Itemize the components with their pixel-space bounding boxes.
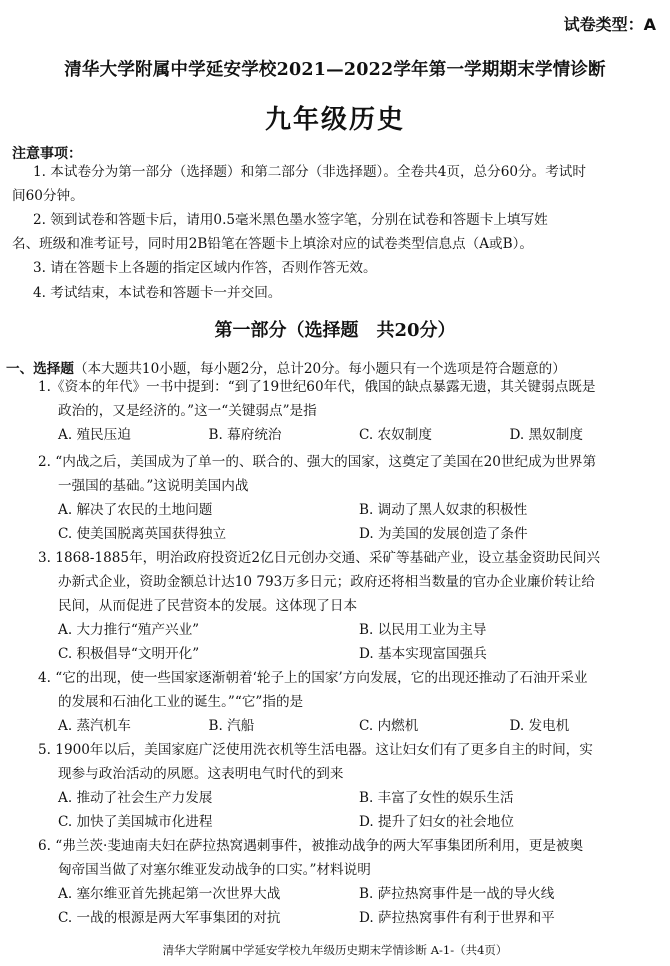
question-stem-line: 政治的，又是经济的。”这一“关键弱点”是指 xyxy=(58,403,317,419)
section-note: （本大题共10小题，每小题2分，总计20分。每小题只有一个选项是符合题意的） xyxy=(73,361,566,377)
option-row xyxy=(38,714,660,738)
notice-line: 3. 请在答题卡上各题的指定区域内作答，否则作答无效。 xyxy=(33,260,377,276)
option-row xyxy=(38,642,660,666)
question-stem-line: 匈帝国当做了对塞尔维亚发动战争的口实。”材料说明 xyxy=(58,862,371,878)
option-row xyxy=(38,906,660,930)
option-row xyxy=(38,522,660,546)
option-b: B. 调动了黑人奴隶的积极性 xyxy=(359,502,528,518)
question-6 xyxy=(38,834,660,930)
notice-line: 间60分钟。 xyxy=(12,188,84,204)
option-row xyxy=(38,882,660,906)
question-stem-line: 3. 1868-1885年，明治政府投资近2亿日元创办交通、采矿等基础产业，设立基金资助民间兴 xyxy=(38,550,600,566)
option-b: B. 以民用工业为主导 xyxy=(359,622,487,638)
notice-item-2 xyxy=(12,208,658,256)
subject-title: 九年级历史 xyxy=(264,105,405,135)
notice-line: 1. 本试卷分为第一部分（选择题）和第二部分（非选择题）。全卷共4页，总分60分。考试时 xyxy=(33,164,586,180)
question-stem-line: 6. “弗兰茨·斐迪南夫妇在萨拉热窝遇刺事件，被推动战争的两大军事集团所利用，更是被奥 xyxy=(38,838,584,854)
notice-line: 名、班级和准考证号，同时用2B铅笔在答题卡上填涂对应的试卷类型信息点（A或B）。 xyxy=(12,236,534,252)
question-stem-line: 现参与政治活动的夙愿。这表明电气时代的到来 xyxy=(58,766,344,782)
option-a: A. 解决了农民的土地问题 xyxy=(58,502,213,518)
option-b: B. 萨拉热窝事件是一战的导火线 xyxy=(359,886,555,902)
question-3 xyxy=(38,546,660,666)
section-name: 一、选择题 xyxy=(6,361,74,377)
option-b: B. 汽船 xyxy=(208,718,255,734)
part-one-title: 第一部分（选择题 共20分） xyxy=(214,320,456,341)
option-a: A. 蒸汽机车 xyxy=(58,718,131,734)
option-a: A. 大力推行“殖产兴业” xyxy=(58,622,200,638)
question-stem-line: 民间，从而促进了民营资本的发展。这体现了日本 xyxy=(58,598,358,614)
option-c: C. 农奴制度 xyxy=(359,427,432,443)
page-footer: 清华大学附属中学延安学校九年级历史期末学情诊断 A-1-（共4页） xyxy=(162,943,508,957)
section-label xyxy=(6,357,566,377)
question-stem-line: 一强国的基础。”这说明美国内战 xyxy=(58,478,249,494)
option-row xyxy=(38,786,660,810)
option-c: C. 一战的根源是两大军事集团的对抗 xyxy=(58,910,281,926)
option-c: C. 加快了美国城市化进程 xyxy=(58,814,213,830)
question-5 xyxy=(38,738,660,834)
option-d: D. 黑奴制度 xyxy=(509,427,583,443)
option-b: B. 丰富了女性的娱乐生活 xyxy=(359,790,514,806)
option-a: A. 推动了社会生产力发展 xyxy=(58,790,213,806)
question-2 xyxy=(38,450,660,546)
option-d: D. 发电机 xyxy=(509,718,570,734)
option-d: D. 基本实现富国强兵 xyxy=(359,646,487,662)
option-d: D. 萨拉热窝事件有利于世界和平 xyxy=(359,910,555,926)
school-exam-title: 清华大学附属中学延安学校2021—2022学年第一学期期末学情诊断 xyxy=(64,60,606,80)
question-stem-line: 2. “内战之后，美国成为了单一的、联合的、强大的国家，这奠定了美国在20世纪成为世界第 xyxy=(38,454,597,470)
option-c: C. 内燃机 xyxy=(359,718,419,734)
question-stem-line: 5. 1900年以后，美国家庭广泛使用洗衣机等生活电器。这让妇女们有了更多自主的时间，实 xyxy=(38,742,593,758)
option-b: B. 幕府统治 xyxy=(208,427,282,443)
option-c: C. 使美国脱离英国获得独立 xyxy=(58,526,227,542)
question-stem-line: 的发展和石油化工业的诞生。”“它”指的是 xyxy=(58,694,304,710)
notice-heading: 注意事项： xyxy=(12,146,82,162)
question-stem-line: 4. “它的出现，使一些国家逐渐朝着‘轮子上的国家’方向发展，它的出现还推动了石油开采业 xyxy=(38,670,588,686)
question-1 xyxy=(38,375,660,447)
paper-type-label: 试卷类型：A xyxy=(563,15,656,34)
notice-item-4 xyxy=(12,281,658,305)
notice-line: 2. 领到试卷和答题卡后，请用0.5毫米黑色墨水签字笔，分别在试卷和答题卡上填写姓 xyxy=(33,212,548,228)
notice-item-1 xyxy=(12,160,658,208)
option-row xyxy=(38,810,660,834)
option-row xyxy=(38,498,660,522)
notice-line: 4. 考试结束，本试卷和答题卡一并交回。 xyxy=(33,285,282,301)
option-a: A. 塞尔维亚首先挑起第一次世界大战 xyxy=(58,886,281,902)
notice-item-3 xyxy=(12,256,658,280)
question-stem-line: 1.《资本的年代》一书中提到：“到了19世纪60年代，俄国的缺点暴露无遗，其关键弱点既是 xyxy=(38,379,596,395)
option-row xyxy=(38,618,660,642)
option-a: A. 殖民压迫 xyxy=(58,427,131,443)
option-c: C. 积极倡导“文明开化” xyxy=(58,646,200,662)
option-d: D. 提升了妇女的社会地位 xyxy=(359,814,514,830)
question-4 xyxy=(38,666,660,738)
option-d: D. 为美国的发展创造了条件 xyxy=(359,526,528,542)
option-row xyxy=(38,423,660,447)
question-stem-line: 办新式企业，资助金额总计达10 793万多日元；政府还将相当数量的官办企业廉价转让给 xyxy=(58,574,595,590)
